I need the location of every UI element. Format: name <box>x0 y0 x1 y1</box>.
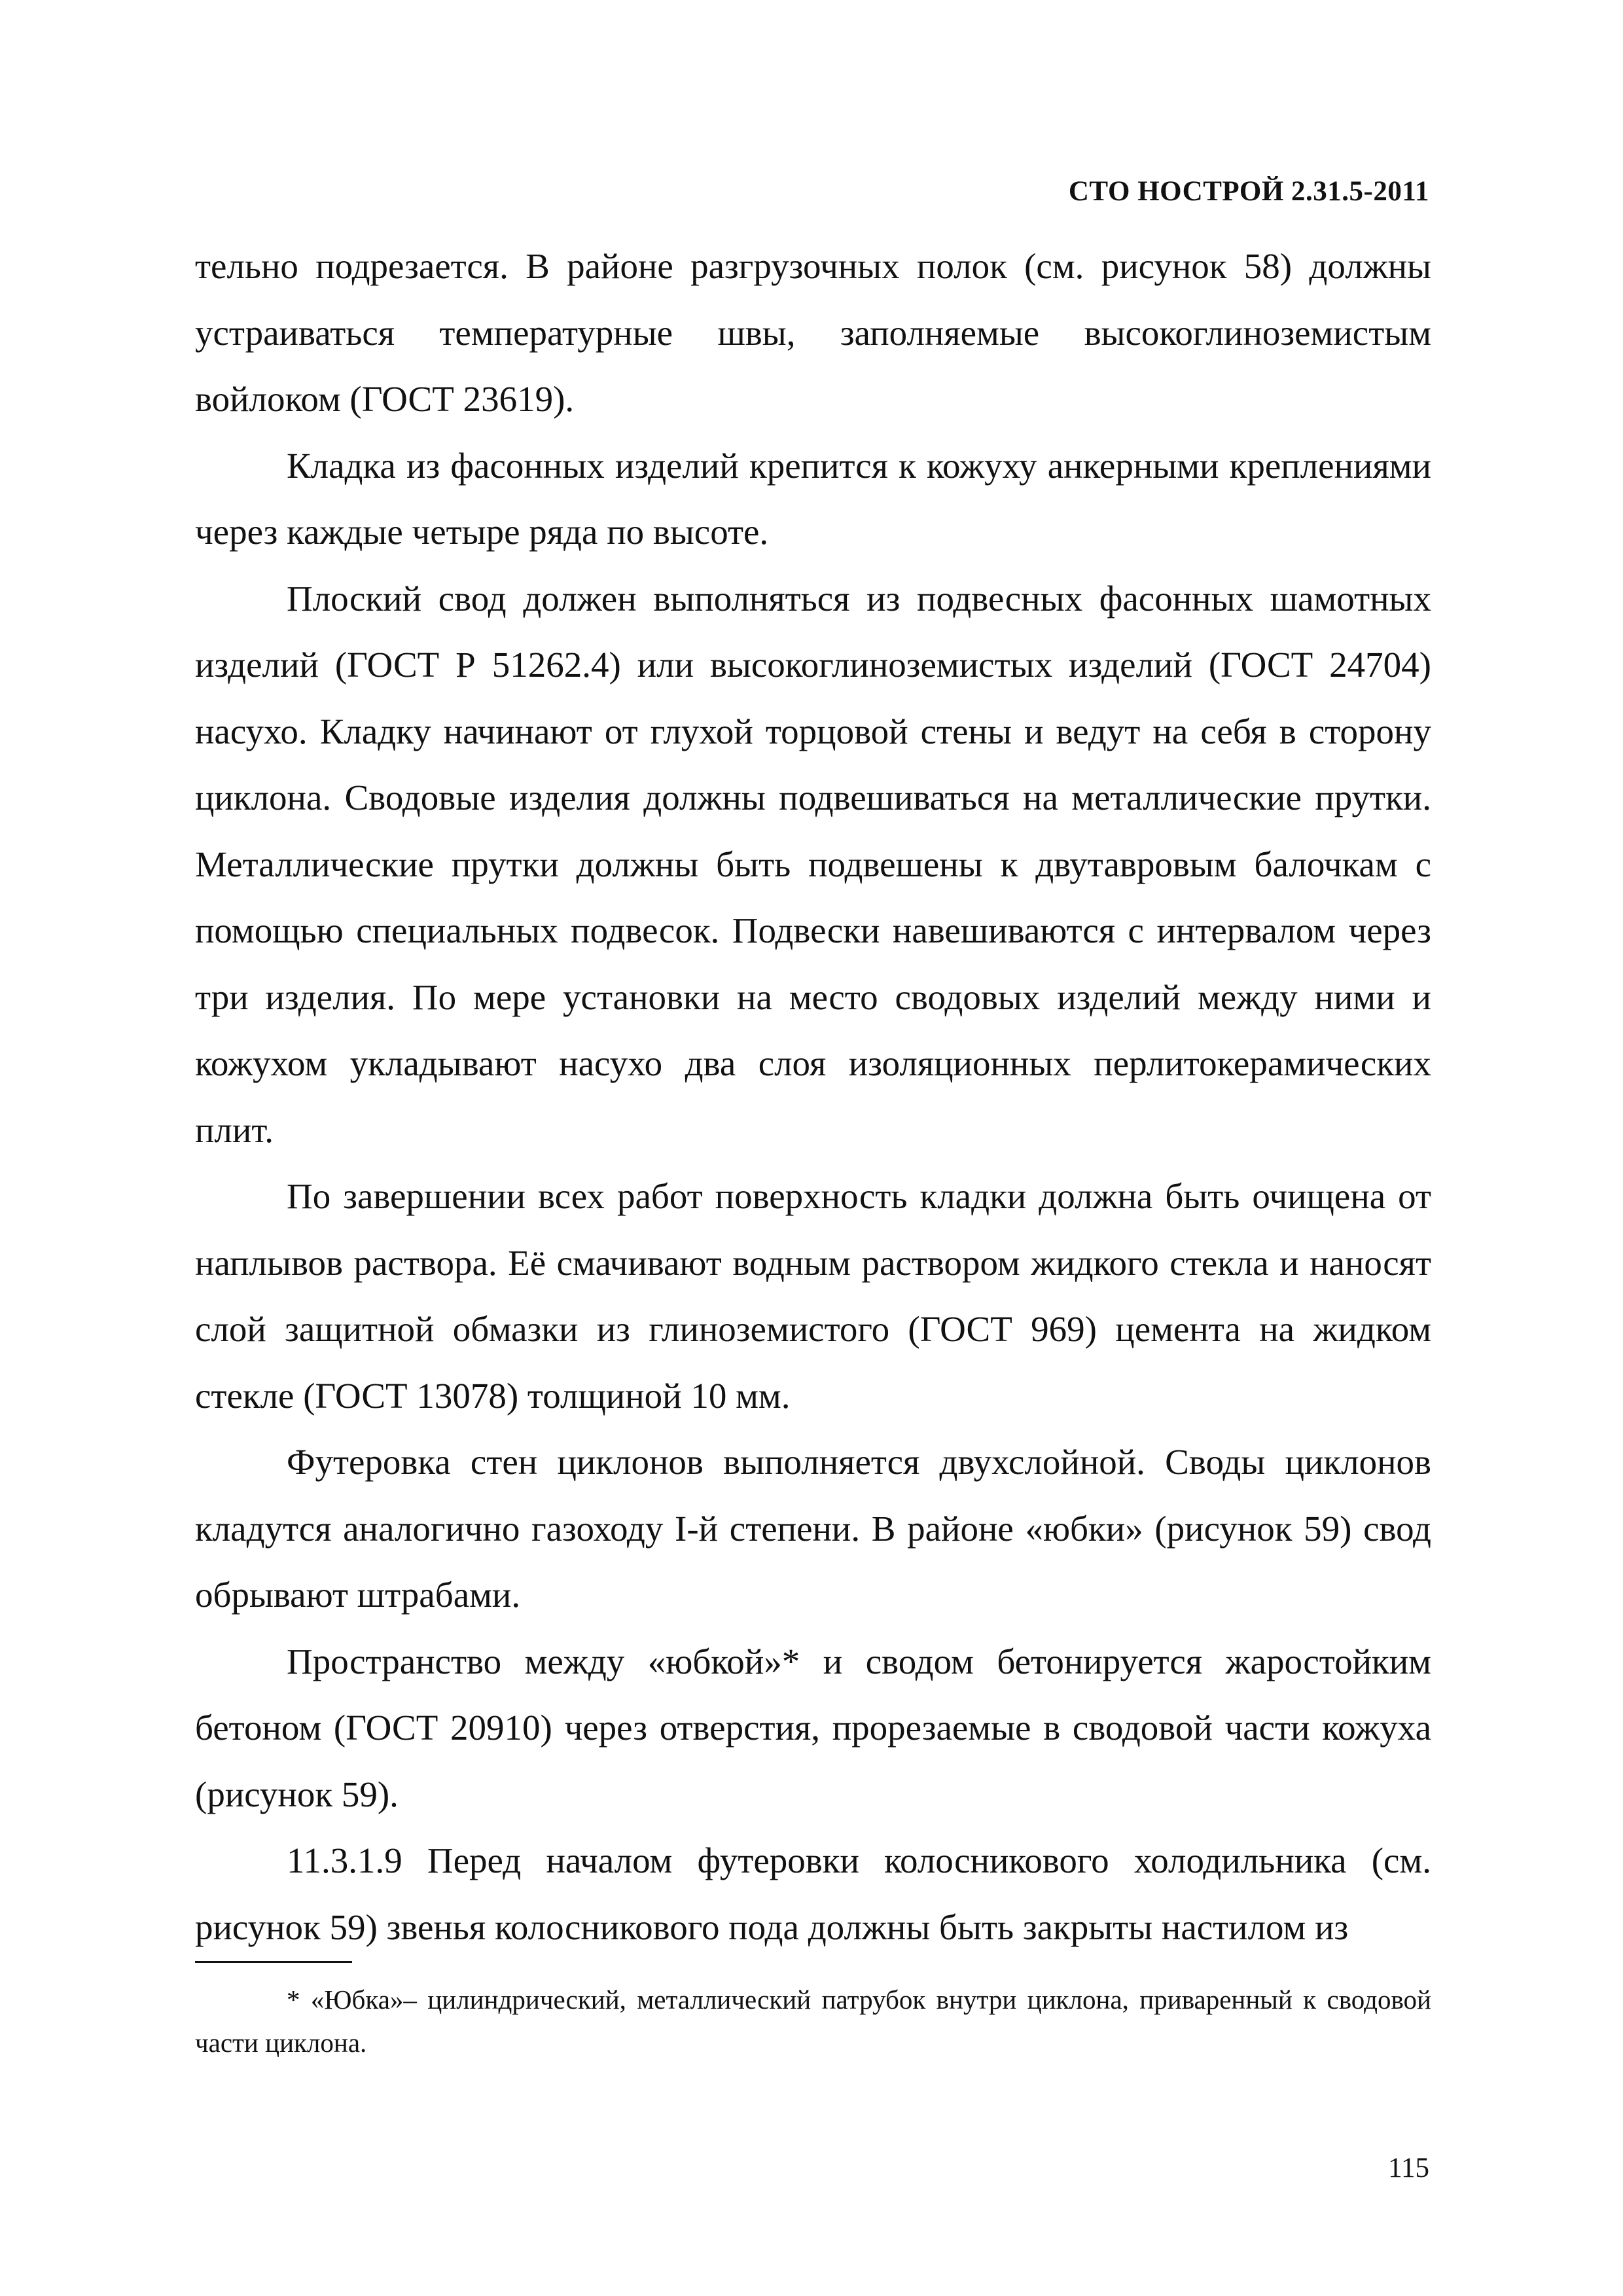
paragraph-surface-cleaning: По завершении всех работ поверхность кладки должна быть очищена от наплывов раствора. Её смачивают водным раствором жидкого стекла и наносят слой защитной обмазки из глиноземистого (ГОСТ 969) цемента на жидком стекле (ГОСТ 13078) толщиной 10 мм. <box>195 1176 1431 1416</box>
paragraph-flat-vault: Плоский свод должен выполняться из подвесных фасонных шамотных изделий (ГОСТ Р 51262.4) или высокоглиноземистых изделий (ГОСТ 24704) насухо. Кладку начинают от глухой торцовой стены и ведут на себя в сторону циклона. Сводовые изделия должны подвешиваться на металлические прутки. Металлические прутки должны быть подвешены к двутавровым балочкам с помощью специальных подвесок. Подвески навешиваются с интервалом через три изделия. По мере установки на место сводовых изделий между ними и кожухом укладывают насухо два слоя изоляционных перлитокерамических плит. <box>195 578 1431 1150</box>
page-number: 115 <box>1388 2153 1429 2183</box>
footnote: * «Юбка»– цилиндрический, металлический патрубок внутри циклона, приваренный к сводовой части циклона. <box>195 1984 1431 2058</box>
paragraph-continuation: тельно подрезается. В районе разгрузочных полок (см. рисунок 58) должны устраиваться температурные швы, заполняемые высокоглиноземистым войлоком (ГОСТ 23619). <box>195 246 1431 419</box>
paragraph-cyclone-lining: Футеровка стен циклонов выполняется двухслойной. Своды циклонов кладутся аналогично газоходу I-й степени. В районе «юбки» (рисунок 59) свод обрывают штрабами. <box>195 1442 1431 1615</box>
paragraph-masonry-fastening: Кладка из фасонных изделий крепится к кожуху анкерными креплениями через каждые четыре ряда по высоте. <box>195 445 1431 552</box>
document-header: СТО НОСТРОЙ 2.31.5-2011 <box>1068 176 1429 207</box>
paragraph-section-11-3-1-9: 11.3.1.9 Перед началом футеровки колосникового холодильника (см. рисунок 59) звенья колосникового пода должны быть закрыты настилом из <box>195 1840 1431 1947</box>
main-text <box>195 233 1431 1960</box>
paragraph-skirt-space: Пространство между «юбкой»* и сводом бетонируется жаростойким бетоном (ГОСТ 20910) через отверстия, прорезаемые в сводовой части кожуха (рисунок 59). <box>195 1641 1431 1814</box>
footnote-separator <box>195 1961 352 1963</box>
